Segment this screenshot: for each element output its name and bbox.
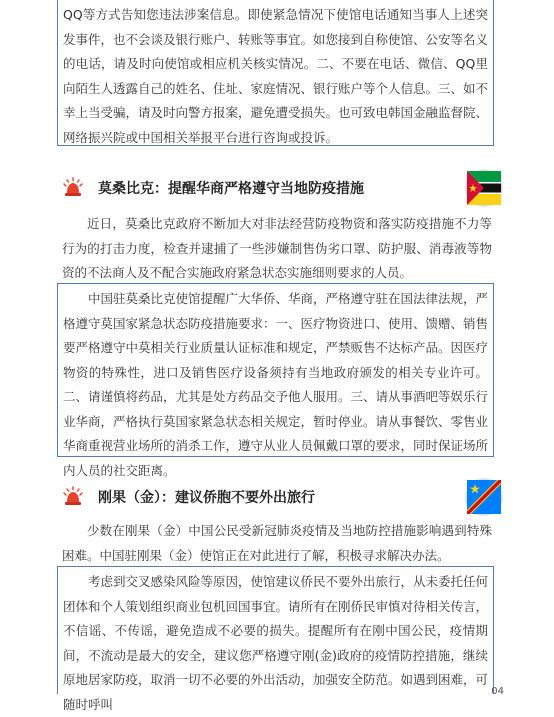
mozambique-flag-icon (466, 170, 502, 206)
section-heading-congo (62, 479, 502, 515)
section-title-congo: 刚果（金）：建议侨胞不要外出旅行 (98, 490, 315, 506)
notice-box-congo-text: 考虑到交叉感染风险等原因，使馆建议侨民不要外出旅行，从未委托任何团体和个人策划组织商业包机回国事宜。请所有在刚侨民审慎对待相关传言，不信谣、不传谣，避免造成不必要的损失。提醒所有在刚中国公民，疫情期间，不流动是最大的安全，建议您严格遵守刚(金)政府的疫情防控措施，继续原地居家防疫，取消一切不必要的外出活动，加强安全防范。如遇到困难，可随时呼叫 (63, 574, 489, 712)
section-heading-mozambique (62, 170, 502, 206)
section-intro-mozambique-text: 近日，莫桑比克政府不断加大对非法经营防疫物资和落实防疫措施不力等行为的打击力度，检查并逮捕了一些涉嫌制售伪劣口罩、防护服、消毒液等物资的不法商人及不配合实施政府紧急状态实施细则要求的人员。 (62, 216, 492, 280)
notice-box-mozambique (57, 283, 494, 478)
notice-box-congo (57, 566, 494, 712)
section-intro-congo-text: 少数在刚果（金）中国公民受新冠肺炎疫情及当地防控措施影响遇到特殊困难。中国驻刚果（金）使馆正在对此进行了解，积极寻求解决办法。 (62, 523, 492, 563)
alarm-icon (62, 177, 84, 199)
alarm-icon (62, 486, 84, 508)
section-intro-mozambique (62, 212, 492, 286)
section-intro-congo (62, 519, 492, 568)
notice-box-top (57, 0, 494, 146)
page-number: 04 (491, 686, 504, 697)
notice-box-mozambique-text: 中国驻莫桑比克使馆提醒广大华侨、华商，严格遵守驻在国法律法规，严格遵守莫国家紧急状态防疫措施要求：一、医疗物资进口、使用、馈赠、销售要严格遵守中莫相关行业质量认证标准和规定，严禁贩售不达标产品。因医疗物资的特殊性，进口及销售医疗设备须持有当地政府颁发的相关专业许可。二、请谨慎将药品，尤其是处方药品交予他人服用。三、请从事酒吧等娱乐行业华商，严格执行莫国家紧急状态相关规定，暂时停业。请从事餐饮、零售业华商重视营业场所的消杀工作，遵守从业人员佩戴口罩的要求，同时保证场所内人员的社交距离。 (63, 291, 489, 478)
notice-box-top-text: QQ等方式告知您违法涉案信息。即使紧急情况下使馆电话通知当事人上述突发事件，也不会谈及银行账户、转账等事宜。如您接到自称使馆、公安等名义的电话，请及时向使馆或相应机关核实情况。二、不要在电话、微信、QQ里向陌生人透露自己的姓名、住址、家庭情况、银行账户等个人信息。三、如不幸上当受骗，请及时向警方报案，避免遭受损失。也可致电韩国金融监督院、网络振兴院或中国相关举报平台进行咨询或投诉。 (63, 7, 489, 145)
section-title-mozambique: 莫桑比克：提醒华商严格遵守当地防疫措施 (98, 181, 364, 197)
drc-flag-icon (466, 479, 502, 515)
